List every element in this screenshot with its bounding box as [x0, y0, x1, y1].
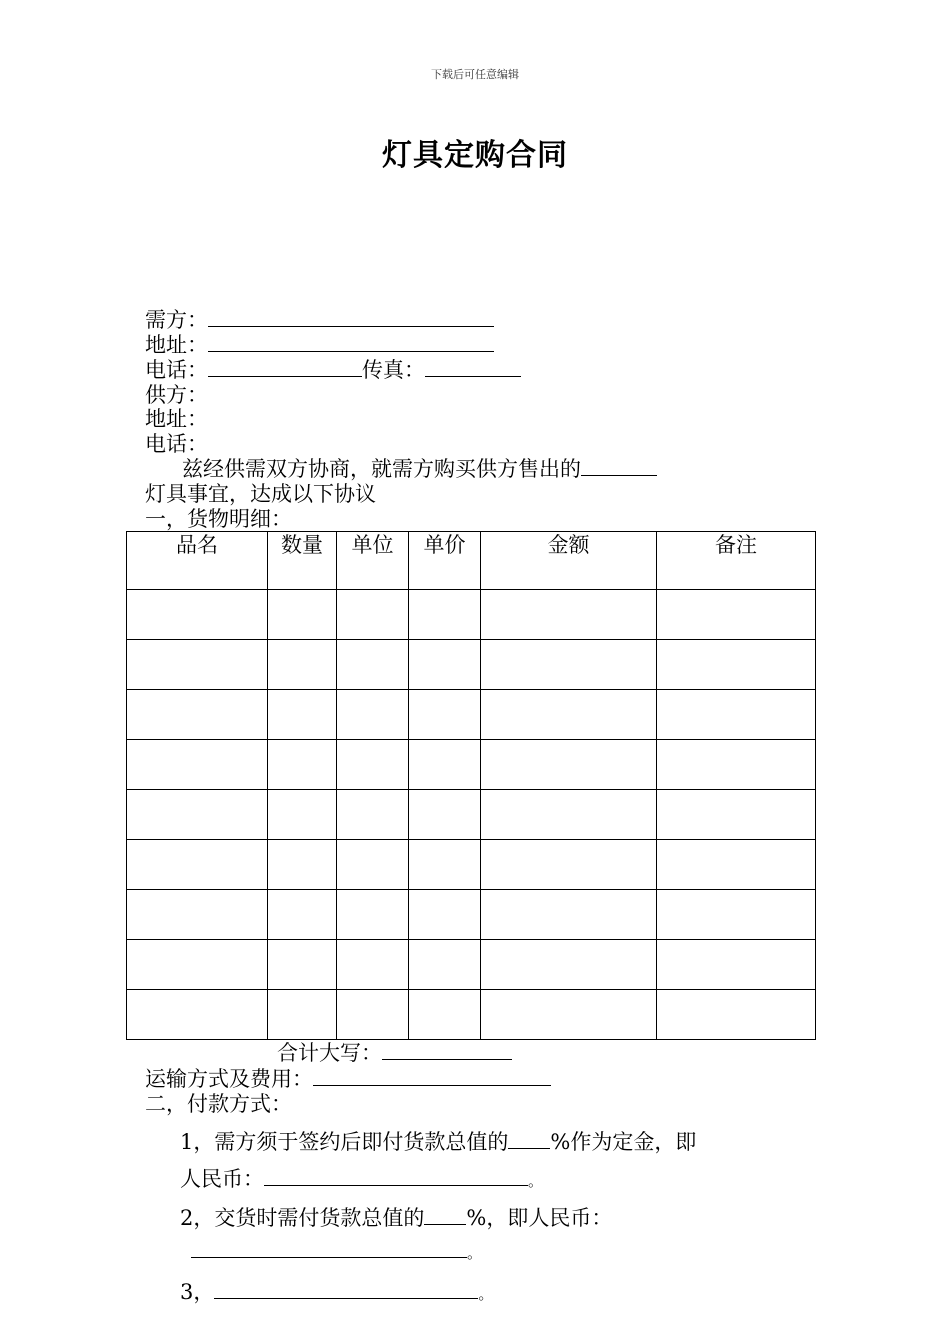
seller-address-label: 地址： [145, 407, 208, 431]
deposit-percent-blank[interactable] [508, 1130, 550, 1149]
payment-item-1-text-b: %作为定金，即 [550, 1130, 697, 1154]
table-cell[interactable] [481, 790, 657, 840]
section2-title: 二，付款方式： [145, 1092, 292, 1116]
transport-label: 运输方式及费用： [145, 1067, 313, 1091]
table-cell[interactable] [337, 690, 409, 740]
table-cell[interactable] [481, 840, 657, 890]
payment-item-2-amount [191, 1239, 482, 1263]
table-cell[interactable] [481, 640, 657, 690]
table-cell[interactable] [337, 590, 409, 640]
delivery-percent-blank[interactable] [424, 1206, 466, 1225]
column-header-quantity: 数量 [268, 532, 337, 590]
table-cell[interactable] [481, 590, 657, 640]
table-cell[interactable] [657, 740, 816, 790]
table-cell[interactable] [127, 940, 268, 990]
deposit-amount-blank[interactable] [264, 1167, 528, 1186]
table-header-row [127, 532, 816, 590]
table-cell[interactable] [657, 940, 816, 990]
total-label: 合计大写： [277, 1041, 382, 1065]
table-cell[interactable] [268, 840, 337, 890]
table-cell[interactable] [127, 590, 268, 640]
goods-table-body [127, 590, 816, 1040]
payment-item-2-end: 。 [467, 1244, 483, 1262]
table-cell[interactable] [409, 890, 481, 940]
seller-name-label: 供方： [145, 383, 208, 407]
table-cell[interactable] [409, 690, 481, 740]
table-row [127, 640, 816, 690]
column-header-amount: 金额 [481, 532, 657, 590]
table-cell[interactable] [409, 840, 481, 890]
table-cell[interactable] [657, 840, 816, 890]
payment-item-1-end: 。 [528, 1172, 544, 1190]
table-cell[interactable] [481, 990, 657, 1040]
buyer-name-label: 需方： [145, 308, 208, 332]
table-cell[interactable] [268, 790, 337, 840]
buyer-phone-line [145, 358, 521, 382]
buyer-name-blank[interactable] [208, 308, 494, 327]
table-cell[interactable] [657, 890, 816, 940]
table-cell[interactable] [481, 940, 657, 990]
table-cell[interactable] [337, 990, 409, 1040]
payment-item-3 [180, 1276, 493, 1306]
column-header-unit-price: 单价 [409, 532, 481, 590]
table-cell[interactable] [127, 790, 268, 840]
table-cell[interactable] [268, 740, 337, 790]
table-cell[interactable] [337, 840, 409, 890]
table-cell[interactable] [657, 790, 816, 840]
table-row [127, 840, 816, 890]
goods-table [126, 531, 816, 1040]
payment-item-1-text-c: 人民币： [180, 1167, 264, 1191]
table-cell[interactable] [409, 990, 481, 1040]
intro-line-2: 灯具事宜，达成以下协议 [145, 482, 376, 506]
table-cell[interactable] [337, 740, 409, 790]
table-cell[interactable] [268, 640, 337, 690]
payment-item-1 [180, 1126, 696, 1156]
column-header-remarks: 备注 [657, 532, 816, 590]
product-blank[interactable] [581, 457, 657, 476]
table-cell[interactable] [127, 690, 268, 740]
table-cell[interactable] [657, 990, 816, 1040]
buyer-name-line [145, 308, 494, 332]
table-cell[interactable] [337, 890, 409, 940]
table-cell[interactable] [127, 840, 268, 890]
header-note: 下载后可任意编辑 [431, 68, 519, 81]
table-row [127, 990, 816, 1040]
table-cell[interactable] [657, 590, 816, 640]
payment-item-1-text-a: 1，需方须于签约后即付货款总值的 [180, 1130, 509, 1154]
table-cell[interactable] [268, 940, 337, 990]
total-blank[interactable] [382, 1041, 512, 1060]
payment-item-1-amount [180, 1163, 543, 1193]
table-row [127, 590, 816, 640]
table-cell[interactable] [409, 940, 481, 990]
payment-item-3-end: 。 [478, 1285, 494, 1303]
table-row [127, 790, 816, 840]
contract-title: 灯具定购合同 [382, 138, 568, 173]
buyer-fax-blank[interactable] [425, 358, 521, 377]
seller-phone-label: 电话： [145, 432, 208, 456]
table-cell[interactable] [268, 690, 337, 740]
buyer-phone-blank[interactable] [208, 358, 362, 377]
table-cell[interactable] [127, 640, 268, 690]
table-cell[interactable] [337, 790, 409, 840]
payment-item-2-text-a: 2，交货时需付货款总值的 [180, 1206, 425, 1230]
table-cell[interactable] [481, 740, 657, 790]
column-header-unit: 单位 [337, 532, 409, 590]
table-row [127, 690, 816, 740]
table-cell[interactable] [127, 990, 268, 1040]
table-cell[interactable] [337, 940, 409, 990]
payment-item-3-blank[interactable] [214, 1280, 478, 1299]
intro-line-1 [182, 457, 657, 481]
table-cell[interactable] [657, 640, 816, 690]
intro-text-1: 兹经供需双方协商，就需方购买供方售出的 [182, 457, 581, 481]
transport-blank[interactable] [313, 1067, 551, 1086]
table-cell[interactable] [481, 890, 657, 940]
section1-title: 一，货物明细： [145, 507, 292, 531]
table-cell[interactable] [127, 890, 268, 940]
table-cell[interactable] [409, 590, 481, 640]
payment-item-2 [180, 1202, 612, 1232]
table-cell[interactable] [409, 790, 481, 840]
table-row [127, 740, 816, 790]
column-header-name: 品名 [127, 532, 268, 590]
buyer-phone-label: 电话： [145, 358, 208, 382]
buyer-address-blank[interactable] [208, 333, 494, 352]
table-cell[interactable] [481, 690, 657, 740]
table-cell[interactable] [268, 890, 337, 940]
payment-item-3-text-a: 3， [180, 1280, 215, 1304]
table-row [127, 940, 816, 990]
buyer-address-label: 地址： [145, 333, 208, 357]
buyer-address-line [145, 333, 494, 357]
buyer-fax-label: 传真： [362, 358, 425, 382]
table-cell[interactable] [268, 590, 337, 640]
table-cell[interactable] [268, 990, 337, 1040]
table-cell[interactable] [409, 740, 481, 790]
delivery-amount-blank[interactable] [191, 1239, 467, 1258]
table-cell[interactable] [127, 740, 268, 790]
table-cell[interactable] [657, 690, 816, 740]
transport-line [145, 1067, 551, 1091]
table-cell[interactable] [409, 640, 481, 690]
payment-item-2-text-b: %，即人民币： [466, 1206, 613, 1230]
total-line [277, 1041, 512, 1065]
table-cell[interactable] [337, 640, 409, 690]
table-row [127, 890, 816, 940]
